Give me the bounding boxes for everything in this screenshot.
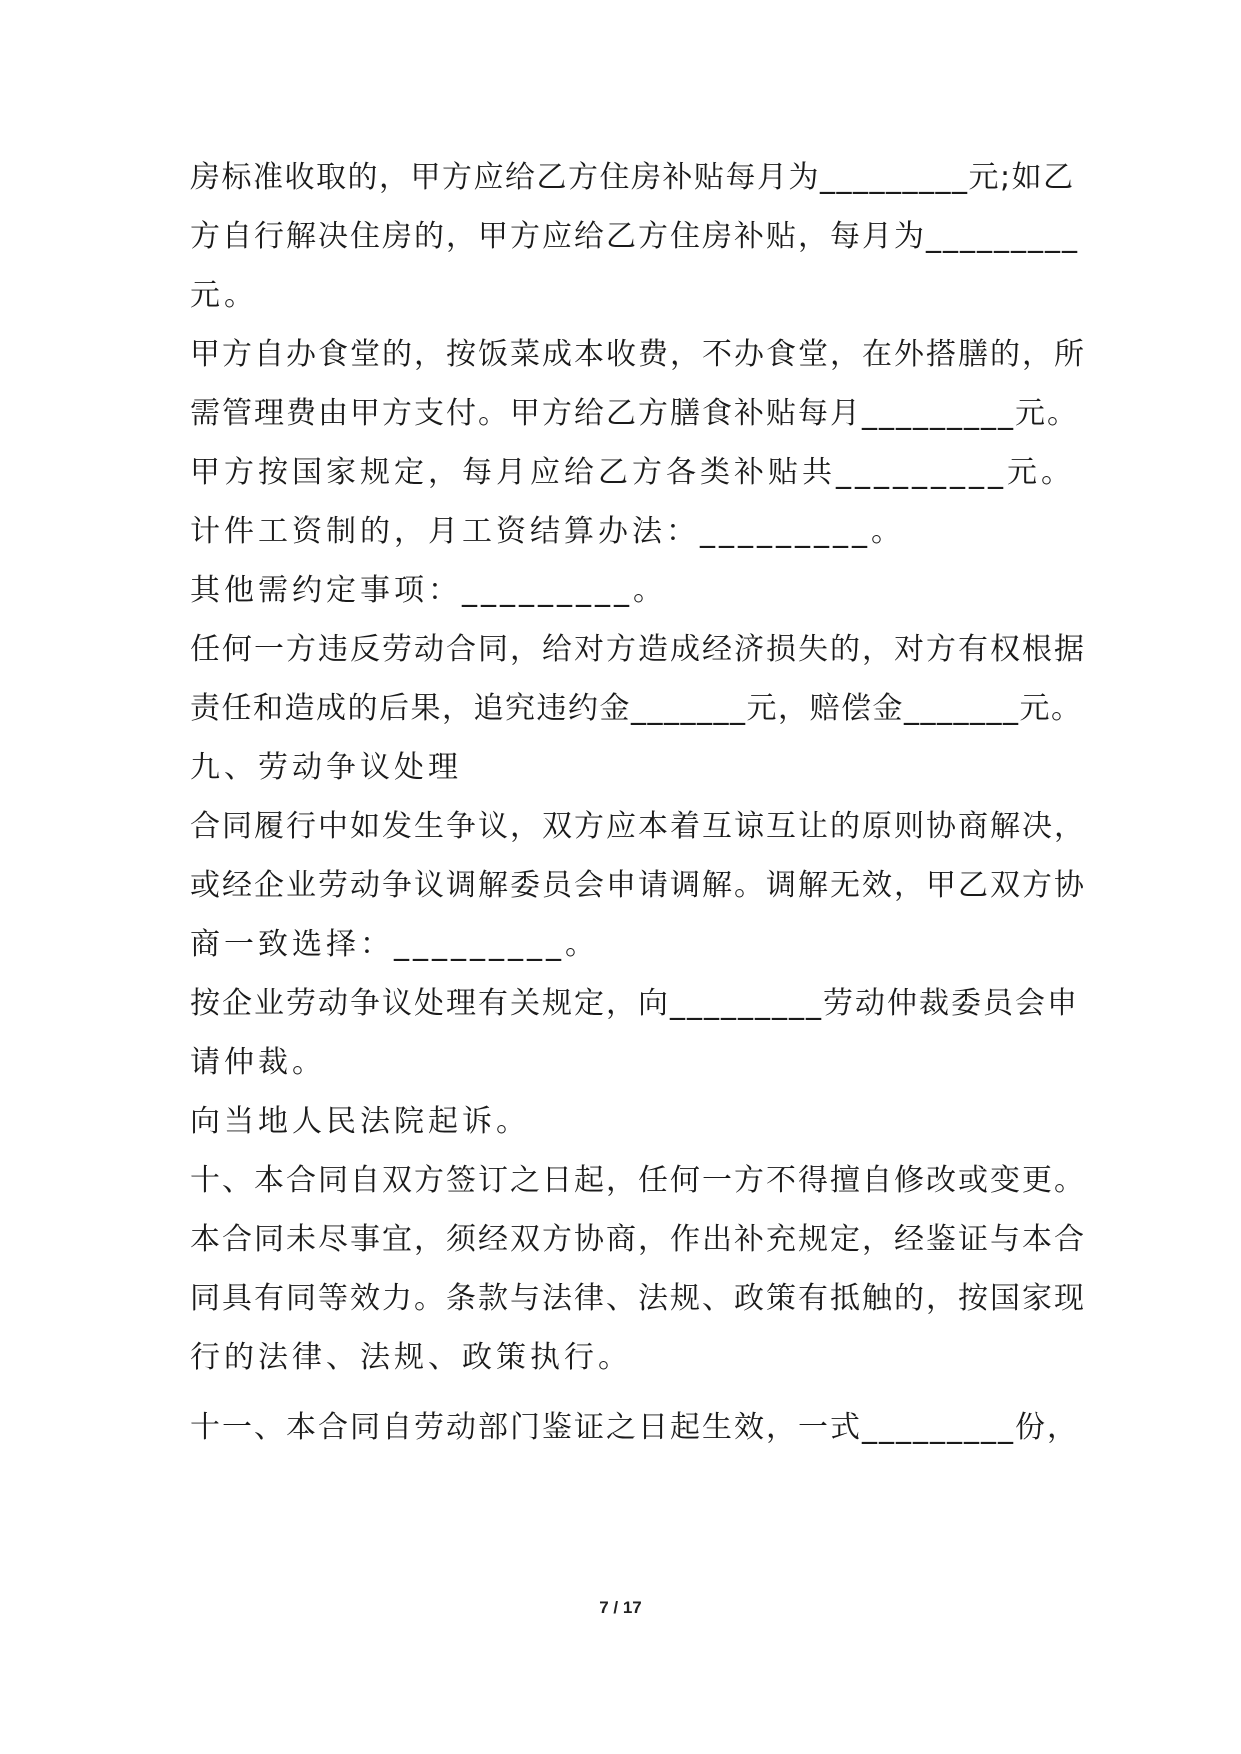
- text-line: 元。: [190, 278, 258, 313]
- text-line: 方自行解决住房的，甲方应给乙方住房补贴，每月为_________: [190, 219, 1079, 254]
- text-line: 十、本合同自双方签订之日起，任何一方不得擅自修改或变更。: [190, 1163, 1086, 1198]
- text-line: 商一致选择：_________。: [190, 927, 599, 962]
- text-line: 责任和造成的后果，追究违约金_______元，赔偿金_______元。: [190, 691, 1083, 726]
- text-line: 合同履行中如发生争议，双方应本着互谅互让的原则协商解决，: [190, 809, 1086, 844]
- text-line: 其他需约定事项：_________。: [190, 573, 667, 608]
- text-line: 十一、本合同自劳动部门鉴证之日起生效，一式_________份，: [190, 1410, 1079, 1445]
- text-line: 或经企业劳动争议调解委员会申请调解。调解无效，甲乙双方协: [190, 868, 1086, 903]
- text-line: 本合同未尽事宜，须经双方协商，作出补充规定，经鉴证与本合: [190, 1222, 1086, 1257]
- text-line: 同具有同等效力。条款与法律、法规、政策有抵触的，按国家现: [190, 1281, 1086, 1316]
- text-line: 计件工资制的，月工资结算办法：_________。: [190, 514, 905, 549]
- text-line: 甲方自办食堂的，按饭菜成本收费，不办食堂，在外搭膳的，所: [190, 337, 1086, 372]
- text-line: 需管理费由甲方支付。甲方给乙方膳食补贴每月_________元。: [190, 396, 1079, 431]
- text-line: 房标准收取的，甲方应给乙方住房补贴每月为_________元;如乙: [190, 160, 1075, 195]
- text-line: 请仲裁。: [190, 1045, 326, 1080]
- text-line: 向当地人民法院起诉。: [190, 1104, 530, 1139]
- text-line: 按企业劳动争议处理有关规定，向_________劳动仲裁委员会申: [190, 986, 1079, 1021]
- text-line: 任何一方违反劳动合同，给对方造成经济损失的，对方有权根据: [190, 632, 1086, 667]
- text-line: 行的法律、法规、政策执行。: [190, 1340, 632, 1375]
- page-number: 7 / 17: [599, 1598, 642, 1617]
- text-line: 甲方按国家规定，每月应给乙方各类补贴共_________元。: [190, 455, 1075, 490]
- section-heading: 九、劳动争议处理: [190, 750, 462, 785]
